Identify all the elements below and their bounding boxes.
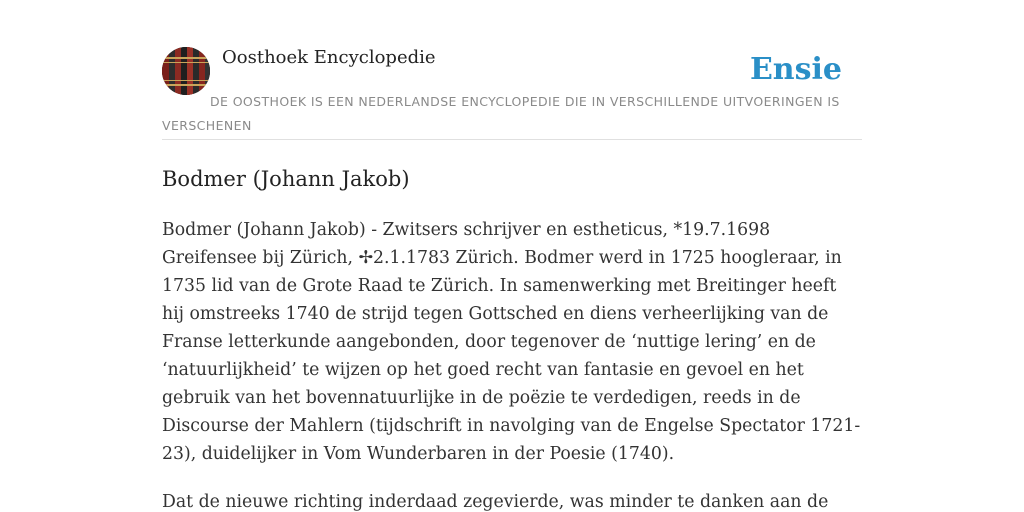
article (162, 162, 862, 512)
site-title[interactable]: Oosthoek Encyclopedie (222, 47, 436, 68)
article-paragraph: Bodmer (Johann Jakob) - Zwitsers schrijver en estheticus, *19.7.1698 Greifensee bij Zürich, ✢2.1.1783 Zürich. Bodmer werd in 1725 hoogleraar, in 1735 lid van de Grote Raad te Zürich. In samenwerking met Breitinger heeft hij omstreeks 1740 de strijd tegen Gottsched en diens verheerlijking van de Franse letterkunde aangebonden, door tegenover de ‘nuttige lering’ en de ‘natuurlijkheid’ te wijzen op het goed recht van fantasie en gevoel en het gebruik van het bovennatuurlijke in de poëzie te verdedigen, reeds in de Discourse der Mahlern (tijdschrift in navolging van de Engelse Spectator 1721-23), duidelijker in Vom Wunderbaren in der Poesie (1740). (162, 220, 861, 464)
article-paragraph: Dat de nieuwe richting inderdaad zegevierde, was minder te danken aan de (162, 492, 829, 512)
site-header (162, 46, 862, 140)
article-title: Bodmer (Johann Jakob) (162, 167, 410, 191)
ensie-logo-link[interactable]: Ensie (749, 52, 842, 87)
site-avatar[interactable] (162, 47, 210, 95)
book-spines-icon (162, 47, 210, 95)
site-tagline: DE OOSTHOEK IS EEN NEDERLANDSE ENCYCLOPEDIE DIE IN VERSCHILLENDE UITVOERINGEN IS VERSCHENEN (162, 94, 840, 133)
